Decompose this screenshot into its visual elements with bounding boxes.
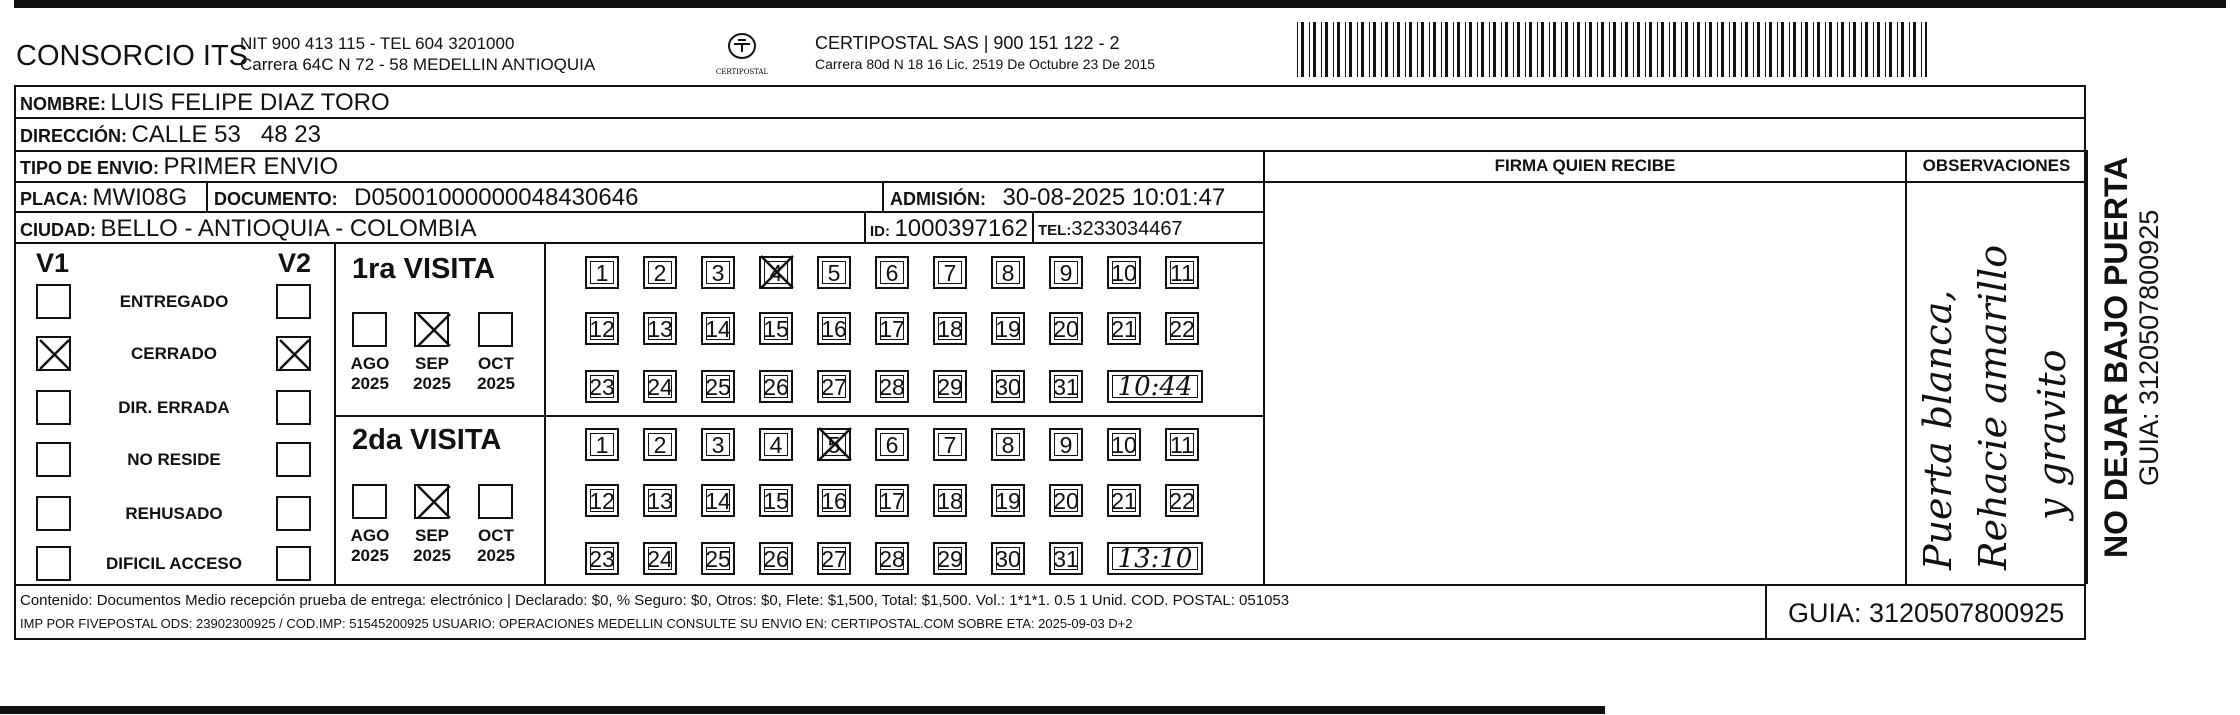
day-box[interactable]: 8 — [991, 428, 1025, 461]
month-label-block — [344, 526, 396, 566]
certipostal-logo — [712, 32, 772, 77]
barcode-bar — [1381, 22, 1382, 77]
month-label: AGO — [350, 354, 390, 373]
day-box[interactable]: 5 — [817, 256, 851, 289]
barcode-bar — [1921, 22, 1922, 77]
day-box[interactable]: 20 — [1049, 312, 1083, 345]
v2-checkbox[interactable] — [276, 442, 311, 477]
day-box[interactable]: 23 — [585, 370, 619, 403]
day-box[interactable]: 17 — [875, 312, 909, 345]
day-box[interactable]: 10 — [1107, 256, 1141, 289]
barcode-bar — [1741, 22, 1742, 77]
status-label: REHUSADO — [125, 504, 223, 523]
day-box[interactable]: 12 — [585, 484, 619, 517]
warning-text: NO DEJAR BAJO PUERTA — [2098, 156, 2134, 558]
day-box[interactable]: 14 — [701, 312, 735, 345]
barcode-bar — [1693, 22, 1694, 77]
barcode-bar — [1873, 22, 1874, 77]
v2-label: V2 — [278, 248, 312, 278]
barcode-bar — [1429, 22, 1430, 77]
placa-value: MWI08G — [92, 184, 188, 211]
v1-checkbox[interactable] — [36, 496, 71, 531]
day-box[interactable]: 31 — [1049, 542, 1083, 575]
day-box[interactable]: 30 — [991, 370, 1025, 403]
barcode-bar — [1445, 22, 1448, 77]
barcode-bar — [1753, 22, 1754, 77]
month-label-block — [406, 354, 458, 394]
v2-checkbox[interactable] — [276, 284, 311, 319]
barcode-bar — [1321, 22, 1322, 77]
barcode-bar — [1345, 22, 1346, 77]
month-checkbox[interactable] — [352, 484, 387, 519]
day-box[interactable]: 18 — [933, 484, 967, 517]
year-label: 2025 — [351, 546, 389, 565]
barcode-bar — [1441, 22, 1442, 77]
day-box[interactable]: 15 — [759, 312, 793, 345]
placa-row: PLACA: MWI08G — [20, 184, 188, 211]
day-box[interactable]: 13 — [643, 484, 677, 517]
day-box[interactable]: 26 — [759, 542, 793, 575]
day-box[interactable]: 23 — [585, 542, 619, 575]
month-checkbox[interactable] — [478, 312, 513, 347]
day-box[interactable]: 10 — [1107, 428, 1141, 461]
barcode-bar — [1505, 22, 1508, 77]
barcode-bar — [1813, 22, 1814, 77]
barcode-bar — [1297, 22, 1298, 77]
barcode-bar — [1745, 22, 1748, 77]
barcode-bar — [1549, 22, 1550, 77]
barcode-bar — [1913, 22, 1916, 77]
year-label: 2025 — [477, 546, 515, 565]
day-box[interactable]: 4 — [759, 428, 793, 461]
ciudad-value: BELLO - ANTIOQUIA - COLOMBIA — [100, 215, 477, 242]
month-label-block — [344, 354, 396, 394]
barcode-bar — [1525, 22, 1526, 77]
barcode-bar — [1765, 22, 1766, 77]
barcode-bar — [1897, 22, 1898, 77]
barcode-bar — [1837, 22, 1838, 77]
barcode-bar — [1337, 22, 1340, 77]
company-address: Carrera 64C N 72 - 58 MEDELLIN ANTIOQUIA — [240, 55, 596, 74]
v1-checkbox[interactable] — [36, 442, 71, 477]
barcode-bar — [1609, 22, 1610, 77]
svg-text:CERTIPOSTAL: CERTIPOSTAL — [715, 68, 769, 76]
barcode-bar — [1313, 22, 1316, 77]
day-box[interactable]: 15 — [759, 484, 793, 517]
month-label-block — [470, 354, 522, 394]
day-box[interactable]: 24 — [643, 370, 677, 403]
barcode-bar — [1697, 22, 1700, 77]
day-box[interactable]: 18 — [933, 312, 967, 345]
barcode-bar — [1733, 22, 1736, 77]
barcode-bar — [1553, 22, 1556, 77]
month-label: AGO — [350, 526, 390, 545]
barcode-bar — [1633, 22, 1634, 77]
barcode-bar — [1889, 22, 1892, 77]
year-label: 2025 — [351, 374, 389, 393]
barcode-bar — [1529, 22, 1532, 77]
barcode-bar — [1469, 22, 1472, 77]
barcode-bar — [1681, 22, 1682, 77]
barcode-bar — [1573, 22, 1574, 77]
month-label: OCT — [478, 526, 514, 545]
month-label: SEP — [414, 526, 450, 545]
v2-checkbox[interactable] — [276, 496, 311, 531]
v1-label: V1 — [36, 248, 70, 278]
nombre-row: NOMBRE: LUIS FELIPE DIAZ TORO — [20, 89, 390, 116]
status-label: NO RESIDE — [127, 450, 221, 469]
id-row: ID: 1000397162 — [870, 215, 1028, 242]
barcode-bar — [1357, 22, 1358, 77]
barcode-bar — [1309, 22, 1310, 77]
v2-checkbox[interactable] — [276, 546, 311, 581]
v1-checkbox[interactable] — [36, 546, 71, 581]
tipo-value: PRIMER ENVIO — [163, 153, 339, 180]
month-label: SEP — [414, 354, 450, 373]
barcode-bar — [1373, 22, 1376, 77]
year-label: 2025 — [413, 374, 451, 393]
barcode-bar — [1601, 22, 1604, 77]
top-rule — [14, 0, 2226, 8]
barcode-bar — [1861, 22, 1862, 77]
day-box[interactable]: 9 — [1049, 256, 1083, 289]
check-mark-icon — [815, 424, 855, 464]
day-box[interactable]: 27 — [817, 370, 851, 403]
barcode-bar — [1421, 22, 1424, 77]
documento-value: D05001000000048430646 — [354, 184, 639, 211]
day-box[interactable]: 1 — [585, 428, 619, 461]
day-box[interactable]: 8 — [991, 256, 1025, 289]
barcode-bar — [1789, 22, 1790, 77]
barcode-bar — [1349, 22, 1352, 77]
certipostal-address: Carrera 80d N 18 16 Lic. 2519 De Octubre 23 De 2015 — [815, 56, 1156, 72]
v1-checkbox[interactable] — [36, 336, 71, 371]
day-box[interactable]: 11 — [1165, 428, 1199, 461]
side-guia: GUIA: 3120507800925 — [2134, 209, 2164, 486]
barcode-bar — [1393, 22, 1394, 77]
nombre-value: LUIS FELIPE DIAZ TORO — [110, 89, 390, 116]
admision-row: ADMISIÓN: 30-08-2025 10:01:47 — [890, 184, 1226, 211]
barcode-bar — [1513, 22, 1514, 77]
footer-content: Contenido: Documentos Medio recepción prueba de entrega: electrónico | Declarado: $0, % Seguro: $0, Otros: $0, Flete: $1,500, Total: $1,500. Vol.: 1*1*1. 0.5 1 Unid. COD. POSTAL: 051053 — [20, 592, 1290, 609]
barcode-bar — [1885, 22, 1886, 77]
day-box[interactable]: 7 — [933, 256, 967, 289]
barcode-bar — [1625, 22, 1628, 77]
barcode-bar — [1769, 22, 1772, 77]
barcode-bar — [1901, 22, 1904, 77]
footer-imp: IMP POR FIVEPOSTAL ODS: 23902300925 / COD.IMP: 51545200925 USUARIO: OPERACIONES MEDELLIN CONSULTE SU ENVIO EN: CERTIPOSTAL.COM SOBRE ETA: 2025-09-03 D+2 — [20, 616, 1133, 631]
barcode-bar — [1649, 22, 1652, 77]
check-mark-icon — [276, 336, 313, 373]
admision-value: 30-08-2025 10:01:47 — [1002, 184, 1226, 211]
barcode-bar — [1405, 22, 1406, 77]
month-checkbox[interactable] — [414, 484, 449, 519]
barcode-bar — [1877, 22, 1880, 77]
day-box[interactable]: 25 — [701, 542, 735, 575]
day-box[interactable]: 2 — [643, 428, 677, 461]
id-value: 1000397162 — [894, 215, 1028, 242]
visit-time-box[interactable]: 10:44 — [1107, 370, 1203, 403]
barcode-bar — [1477, 22, 1478, 77]
footer-guia: GUIA: 3120507800925 — [1788, 598, 2065, 628]
barcode-bar — [1793, 22, 1796, 77]
day-box[interactable]: 22 — [1165, 312, 1199, 345]
tel-row: TEL:3233034467 — [1038, 218, 1183, 240]
barcode-bar — [1577, 22, 1580, 77]
v1-checkbox[interactable] — [36, 284, 71, 319]
month-label-block — [406, 526, 458, 566]
day-box[interactable]: 29 — [933, 370, 967, 403]
barcode-bar — [1925, 22, 1927, 77]
observation-line: Rehacie amarillo — [1971, 244, 2015, 570]
barcode-bar — [1817, 22, 1820, 77]
v2-checkbox[interactable] — [276, 336, 311, 371]
barcode-bar — [1433, 22, 1436, 77]
check-mark-icon — [414, 310, 454, 350]
barcode-bar — [1781, 22, 1784, 77]
day-box[interactable]: 11 — [1165, 256, 1199, 289]
day-box[interactable]: 9 — [1049, 428, 1083, 461]
bottom-rule — [0, 706, 1605, 714]
day-box[interactable]: 16 — [817, 312, 851, 345]
day-box[interactable]: 1 — [585, 256, 619, 289]
barcode-bar — [1397, 22, 1400, 77]
day-box[interactable]: 28 — [875, 370, 909, 403]
observation-line: Puerta blanca, — [1916, 289, 1960, 570]
barcode-bar — [1465, 22, 1466, 77]
signature-area — [1266, 183, 1904, 583]
barcode-bar — [1685, 22, 1688, 77]
v1-checkbox[interactable] — [36, 390, 71, 425]
barcode-bar — [1757, 22, 1760, 77]
barcode-bar — [1409, 22, 1412, 77]
barcode-bar — [1385, 22, 1388, 77]
year-label: 2025 — [413, 546, 451, 565]
barcode-bar — [1669, 22, 1670, 77]
month-label: OCT — [478, 354, 514, 373]
barcode-bar — [1645, 22, 1646, 77]
day-box[interactable]: 25 — [701, 370, 735, 403]
month-checkbox[interactable] — [478, 484, 513, 519]
company-name: CONSORCIO ITS — [16, 40, 249, 72]
day-box[interactable]: 27 — [817, 542, 851, 575]
month-label-block — [470, 526, 522, 566]
barcode-bar — [1841, 22, 1844, 77]
day-box[interactable]: 7 — [933, 428, 967, 461]
barcode-bar — [1541, 22, 1544, 77]
day-box[interactable]: 13 — [643, 312, 677, 345]
day-box[interactable]: 4 — [759, 256, 793, 289]
barcode-bar — [1453, 22, 1454, 77]
barcode-bar — [1417, 22, 1418, 77]
barcode-bar — [1705, 22, 1706, 77]
ciudad-row: CIUDAD: BELLO - ANTIOQUIA - COLOMBIA — [20, 215, 477, 242]
barcode-bar — [1481, 22, 1484, 77]
barcode-bar — [1537, 22, 1538, 77]
day-box[interactable]: 26 — [759, 370, 793, 403]
month-checkbox[interactable] — [414, 312, 449, 347]
day-box[interactable]: 24 — [643, 542, 677, 575]
day-box[interactable]: 6 — [875, 428, 909, 461]
tel-value: 3233034467 — [1071, 218, 1183, 240]
day-box[interactable]: 30 — [991, 542, 1025, 575]
barcode-bar — [1369, 22, 1370, 77]
barcode-bar — [1561, 22, 1562, 77]
day-box[interactable]: 19 — [991, 312, 1025, 345]
day-box[interactable]: 6 — [875, 256, 909, 289]
day-box[interactable]: 29 — [933, 542, 967, 575]
barcode-bar — [1717, 22, 1718, 77]
observaciones-header: OBSERVACIONES — [1922, 156, 2071, 175]
check-mark-icon — [36, 336, 73, 373]
v2-checkbox[interactable] — [276, 390, 311, 425]
barcode-bar — [1849, 22, 1850, 77]
barcode-bar — [1777, 22, 1778, 77]
barcode-bar — [1853, 22, 1856, 77]
day-box[interactable]: 2 — [643, 256, 677, 289]
barcode-bar — [1709, 22, 1712, 77]
firma-header: FIRMA QUIEN RECIBE — [1494, 156, 1676, 175]
check-mark-icon — [414, 482, 454, 522]
day-box[interactable]: 22 — [1165, 484, 1199, 517]
day-box[interactable]: 21 — [1107, 312, 1141, 345]
barcode-bar — [1333, 22, 1334, 77]
barcode-bar — [1729, 22, 1730, 77]
day-box[interactable]: 14 — [701, 484, 735, 517]
day-box[interactable]: 21 — [1107, 484, 1141, 517]
day-box[interactable]: 19 — [991, 484, 1025, 517]
day-box[interactable]: 17 — [875, 484, 909, 517]
day-box[interactable]: 31 — [1049, 370, 1083, 403]
barcode-bar — [1325, 22, 1328, 77]
certipostal-info: CERTIPOSTAL SAS | 900 151 122 - 2 — [815, 33, 1120, 53]
barcode-bar — [1493, 22, 1496, 77]
barcode-bar — [1565, 22, 1568, 77]
barcode-bar — [1721, 22, 1724, 77]
barcode-bar — [1301, 22, 1304, 77]
barcode-bar — [1361, 22, 1364, 77]
tipo-row: TIPO DE ENVIO: PRIMER ENVIO — [20, 153, 339, 180]
day-box[interactable]: 3 — [701, 256, 735, 289]
company-nit: NIT 900 413 115 - TEL 604 3201000 — [240, 34, 515, 53]
visit-time-box[interactable]: 13:10 — [1107, 542, 1203, 575]
status-label: DIFICIL ACCESO — [105, 554, 242, 573]
day-box[interactable]: 16 — [817, 484, 851, 517]
barcode-bar — [1585, 22, 1586, 77]
barcode-bar — [1673, 22, 1676, 77]
barcode-bar — [1457, 22, 1460, 77]
check-mark-icon — [757, 252, 797, 292]
visit1-title: 1ra VISITA — [352, 253, 495, 285]
barcode-bar — [1661, 22, 1664, 77]
day-box[interactable]: 20 — [1049, 484, 1083, 517]
barcode-bar — [1805, 22, 1808, 77]
observation-line: y gravito — [2030, 349, 2074, 520]
direccion-row: DIRECCIÓN: CALLE 53 48 23 — [20, 121, 321, 148]
barcode-bar — [1909, 22, 1910, 77]
status-label: ENTREGADO — [119, 292, 229, 311]
day-box[interactable]: 3 — [701, 428, 735, 461]
barcode-bar — [1829, 22, 1832, 77]
year-label: 2025 — [477, 374, 515, 393]
status-label: CERRADO — [131, 344, 217, 363]
barcode-bar — [1865, 22, 1868, 77]
barcode-bar — [1589, 22, 1592, 77]
barcode-bar — [1489, 22, 1490, 77]
documento-row: DOCUMENTO: D05001000000048430646 — [214, 184, 639, 211]
barcode — [1297, 22, 1929, 77]
day-box[interactable]: 12 — [585, 312, 619, 345]
barcode-bar — [1825, 22, 1826, 77]
direccion-value: CALLE 53 48 23 — [131, 121, 321, 148]
barcode-bar — [1501, 22, 1502, 77]
barcode-bar — [1801, 22, 1802, 77]
barcode-bar — [1657, 22, 1658, 77]
month-checkbox[interactable] — [352, 312, 387, 347]
barcode-bar — [1517, 22, 1520, 77]
barcode-bar — [1637, 22, 1640, 77]
barcode-bar — [1621, 22, 1622, 77]
status-label: DIR. ERRADA — [118, 398, 230, 417]
visit2-title: 2da VISITA — [352, 424, 502, 456]
day-box[interactable]: 5 — [817, 428, 851, 461]
barcode-bar — [1597, 22, 1598, 77]
day-box[interactable]: 28 — [875, 542, 909, 575]
barcode-bar — [1613, 22, 1616, 77]
